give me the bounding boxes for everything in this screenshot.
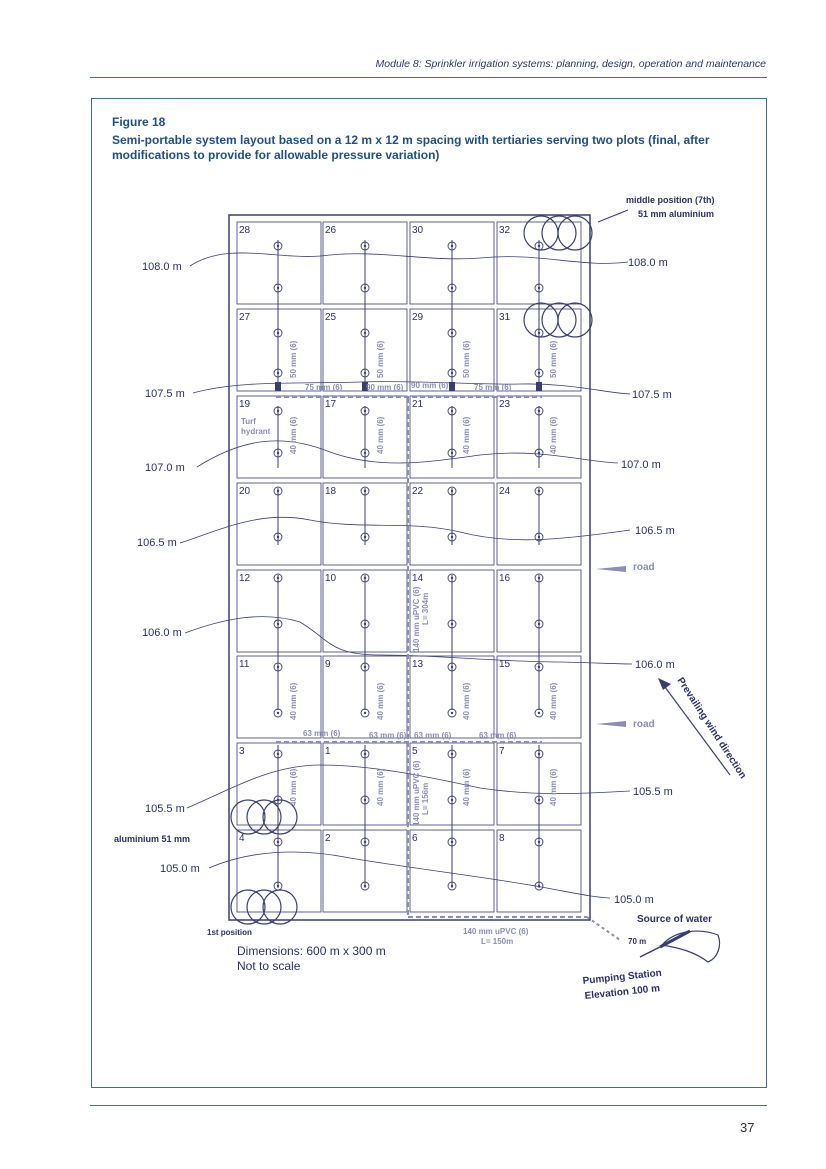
plot-number: 20 <box>239 486 251 497</box>
sprinkler-center <box>364 490 366 492</box>
turf-hydrant-label: Turf <box>241 417 256 426</box>
page-number: 37 <box>740 1120 755 1135</box>
main-pipe-length-label: L= 304m <box>421 592 430 625</box>
sprinkler-center <box>277 885 279 887</box>
sprinkler-center <box>364 245 366 247</box>
plot-number: 12 <box>239 573 251 584</box>
plot-number: 16 <box>499 573 511 584</box>
plot-number: 5 <box>412 746 418 757</box>
manifold-label: 75 mm (6) <box>474 383 512 392</box>
contour-label-right: 107.0 m <box>621 459 661 471</box>
main-pipe-length-label: L= 150m <box>481 937 514 946</box>
plot-number: 14 <box>412 573 424 584</box>
sprinkler-center <box>538 666 540 668</box>
footer-rule <box>90 1105 767 1106</box>
main-pipe-label: 140 mm uPVC (6) <box>412 760 421 826</box>
lateral-size-label: 40 mm (6) <box>549 416 558 454</box>
manifold-label: 75 mm (6) <box>305 383 343 392</box>
pump-pipe <box>660 931 690 947</box>
sprinkler-coverage-circle <box>524 216 558 250</box>
plot-number: 15 <box>499 659 511 670</box>
manifold-label: 63 mm (6) <box>479 731 517 740</box>
water-source-icon <box>662 931 720 962</box>
plot-number: 3 <box>239 746 245 757</box>
manifold-label: 63 mm (6) <box>414 731 452 740</box>
contour-label-right: 105.0 m <box>614 894 654 906</box>
plot-number: 31 <box>499 312 511 323</box>
sprinkler-center <box>451 536 453 538</box>
main-pipe-label: 140 mm uPVC (6) <box>412 586 421 652</box>
middle-position-label: middle position (7th) <box>626 195 715 205</box>
wind-direction-label: Prevailing wind direction <box>674 675 749 781</box>
main-pipe-label: 140 mm uPVC (6) <box>463 927 529 936</box>
aluminium-pipe-label: 51 mm aluminium <box>638 209 715 219</box>
lateral-size-label: 50 mm (6) <box>376 340 385 378</box>
sprinkler-center <box>277 753 279 755</box>
plot-number: 4 <box>239 833 245 844</box>
sprinkler-center <box>451 410 453 412</box>
plot-number: 29 <box>412 312 424 323</box>
lateral-size-label: 50 mm (6) <box>462 340 471 378</box>
sprinkler-center <box>364 753 366 755</box>
plot-number: 17 <box>325 399 337 410</box>
sprinkler-center <box>451 623 453 625</box>
plot-number: 32 <box>499 225 511 236</box>
pump-pipe <box>640 947 660 957</box>
sprinkler-coverage-circle <box>542 216 576 250</box>
plot-number: 6 <box>412 833 418 844</box>
field-boundary <box>229 215 590 920</box>
sprinkler-center <box>538 712 540 714</box>
plot-number: 8 <box>499 833 505 844</box>
contour-label-left: 105.0 m <box>160 863 200 875</box>
sprinkler-coverage-circle <box>231 800 265 834</box>
sprinkler-center <box>364 410 366 412</box>
manifold-label: 63 mm (6) <box>303 729 341 738</box>
plot-number: 26 <box>325 225 337 236</box>
manifold-label: 90 mm (6) <box>366 383 404 392</box>
contour-label-left: 108.0 m <box>142 261 182 273</box>
sprinkler-center <box>277 666 279 668</box>
turf-hydrant-label: hydrant <box>241 427 271 436</box>
sprinkler-center <box>451 666 453 668</box>
contour-label-left: 106.5 m <box>137 537 177 549</box>
lateral-size-label: 50 mm (6) <box>289 340 298 378</box>
plot-number: 1 <box>325 746 331 757</box>
sprinkler-center <box>451 753 453 755</box>
sprinkler-center <box>364 577 366 579</box>
sprinkler-center <box>364 452 366 454</box>
contour-label-right: 107.5 m <box>632 389 672 401</box>
contour-label-left: 107.0 m <box>145 462 185 474</box>
sprinkler-coverage-circle <box>542 303 576 337</box>
road-label: road <box>633 719 655 730</box>
sprinkler-center <box>277 332 279 334</box>
sprinkler-center <box>364 536 366 538</box>
pumping-station-elevation-label: Elevation 100 m <box>584 983 661 1002</box>
road-arrow-icon <box>596 566 626 572</box>
sprinkler-center <box>364 841 366 843</box>
plot-number: 19 <box>239 399 251 410</box>
running-header: Module 8: Sprinkler irrigation systems: planning, design, operation and maintenance <box>375 58 766 70</box>
lateral-size-label: 40 mm (6) <box>289 416 298 454</box>
lateral-size-label: 40 mm (6) <box>462 682 471 720</box>
sprinkler-center <box>277 577 279 579</box>
sprinkler-center <box>451 885 453 887</box>
pumping-station-label: Pumping Station <box>582 967 663 987</box>
sprinkler-center <box>538 841 540 843</box>
sprinkler-center <box>364 287 366 289</box>
aluminium-label: aluminium 51 mm <box>114 834 191 844</box>
plot-11 <box>237 656 321 738</box>
sprinkler-center <box>277 536 279 538</box>
lateral-size-label: 40 mm (6) <box>549 682 558 720</box>
sprinkler-center <box>277 841 279 843</box>
sprinkler-center <box>277 245 279 247</box>
sprinkler-center <box>451 287 453 289</box>
road-label: road <box>633 562 655 573</box>
plot-number: 27 <box>239 312 251 323</box>
plot-number: 18 <box>325 486 337 497</box>
sprinkler-center <box>538 577 540 579</box>
sprinkler-center <box>538 623 540 625</box>
water-source-label: Source of water <box>637 914 713 925</box>
sprinkler-center <box>451 490 453 492</box>
figure-label: Figure 18 <box>112 115 166 129</box>
sprinkler-center <box>364 712 366 714</box>
sprinkler-center <box>364 372 366 374</box>
sprinkler-center <box>364 666 366 668</box>
contour-label-right: 108.0 m <box>628 257 668 269</box>
lateral-size-label: 50 mm (6) <box>549 340 558 378</box>
sprinkler-coverage-circle <box>247 890 281 924</box>
sprinkler-center <box>277 372 279 374</box>
sprinkler-center <box>451 841 453 843</box>
contour-label-right: 105.5 m <box>633 786 673 798</box>
sprinkler-center <box>451 577 453 579</box>
sprinkler-center <box>451 245 453 247</box>
plot-number: 7 <box>499 746 505 757</box>
scale-note-label: Not to scale <box>237 959 301 973</box>
contour-line <box>190 253 628 266</box>
lateral-size-label: 40 mm (6) <box>462 416 471 454</box>
manifold-label: 90 mm (6) <box>411 381 449 390</box>
plot-3 <box>237 743 321 825</box>
contour-label-left: 105.5 m <box>145 803 185 815</box>
valve-icon <box>536 382 542 391</box>
sprinkler-coverage-circle <box>558 303 592 337</box>
wind-arrowhead-icon <box>658 678 671 690</box>
sprinkler-center <box>538 287 540 289</box>
road-arrow-icon <box>596 721 626 727</box>
sprinkler-center <box>277 410 279 412</box>
contour-line <box>180 517 630 543</box>
sprinkler-coverage-circle <box>231 890 265 924</box>
sprinkler-center <box>538 490 540 492</box>
lateral-size-label: 40 mm (6) <box>289 768 298 806</box>
plot-number: 22 <box>412 486 424 497</box>
plot-number: 24 <box>499 486 511 497</box>
plot-number: 23 <box>499 399 511 410</box>
contour-label-right: 106.5 m <box>635 525 675 537</box>
lateral-size-label: 40 mm (6) <box>376 682 385 720</box>
sprinkler-center <box>451 712 453 714</box>
manifold-label: 63 mm (6) <box>369 731 407 740</box>
plot-number: 2 <box>325 833 331 844</box>
lateral-size-label: 40 mm (6) <box>462 768 471 806</box>
figure-caption: Semi-portable system layout based on a 12 m x 12 m spacing with tertiaries serving two plots (final, after modifications to provide for allowable pressure variation) <box>112 133 710 162</box>
contour-label-right: 106.0 m <box>635 659 675 671</box>
sprinkler-center <box>538 536 540 538</box>
main-pipe-length-label: L= 156m <box>421 782 430 815</box>
sprinkler-center <box>451 452 453 454</box>
plot-number: 28 <box>239 225 251 236</box>
sprinkler-center <box>538 245 540 247</box>
sprinkler-center <box>451 799 453 801</box>
sprinkler-center <box>451 372 453 374</box>
sprinkler-coverage-circle <box>524 303 558 337</box>
dimensions-label: Dimensions: 600 m x 300 m <box>237 944 386 958</box>
sprinkler-center <box>277 452 279 454</box>
sprinkler-center <box>277 490 279 492</box>
sprinkler-center <box>364 885 366 887</box>
lateral-size-label: 40 mm (6) <box>376 768 385 806</box>
sprinkler-center <box>364 623 366 625</box>
leader-line <box>598 210 628 222</box>
lateral-size-label: 40 mm (6) <box>549 768 558 806</box>
sprinkler-center <box>277 712 279 714</box>
plot-number: 25 <box>325 312 337 323</box>
contour-label-left: 107.5 m <box>145 388 185 400</box>
sprinkler-coverage-circle <box>558 216 592 250</box>
plot-number: 11 <box>239 659 250 670</box>
sprinkler-center <box>277 287 279 289</box>
first-position-label: 1st position <box>207 928 252 937</box>
plot-number: 21 <box>412 399 424 410</box>
sprinkler-center <box>364 799 366 801</box>
plot-number: 10 <box>325 573 337 584</box>
sprinkler-center <box>538 799 540 801</box>
lateral-size-label: 40 mm (6) <box>289 682 298 720</box>
sprinkler-center <box>538 753 540 755</box>
contour-label-left: 106.0 m <box>142 627 182 639</box>
sprinkler-center <box>364 332 366 334</box>
sprinkler-center <box>538 410 540 412</box>
plot-number: 30 <box>412 225 424 236</box>
plot-number: 13 <box>412 659 424 670</box>
sprinkler-coverage-circle <box>247 800 281 834</box>
sprinkler-coverage-circle <box>263 890 297 924</box>
sprinkler-center <box>451 332 453 334</box>
sprinkler-center <box>277 623 279 625</box>
sprinkler-center <box>538 372 540 374</box>
plot-number: 9 <box>325 659 331 670</box>
distance-label: 70 m <box>628 937 647 946</box>
lateral-size-label: 40 mm (6) <box>376 416 385 454</box>
sprinkler-center <box>538 332 540 334</box>
